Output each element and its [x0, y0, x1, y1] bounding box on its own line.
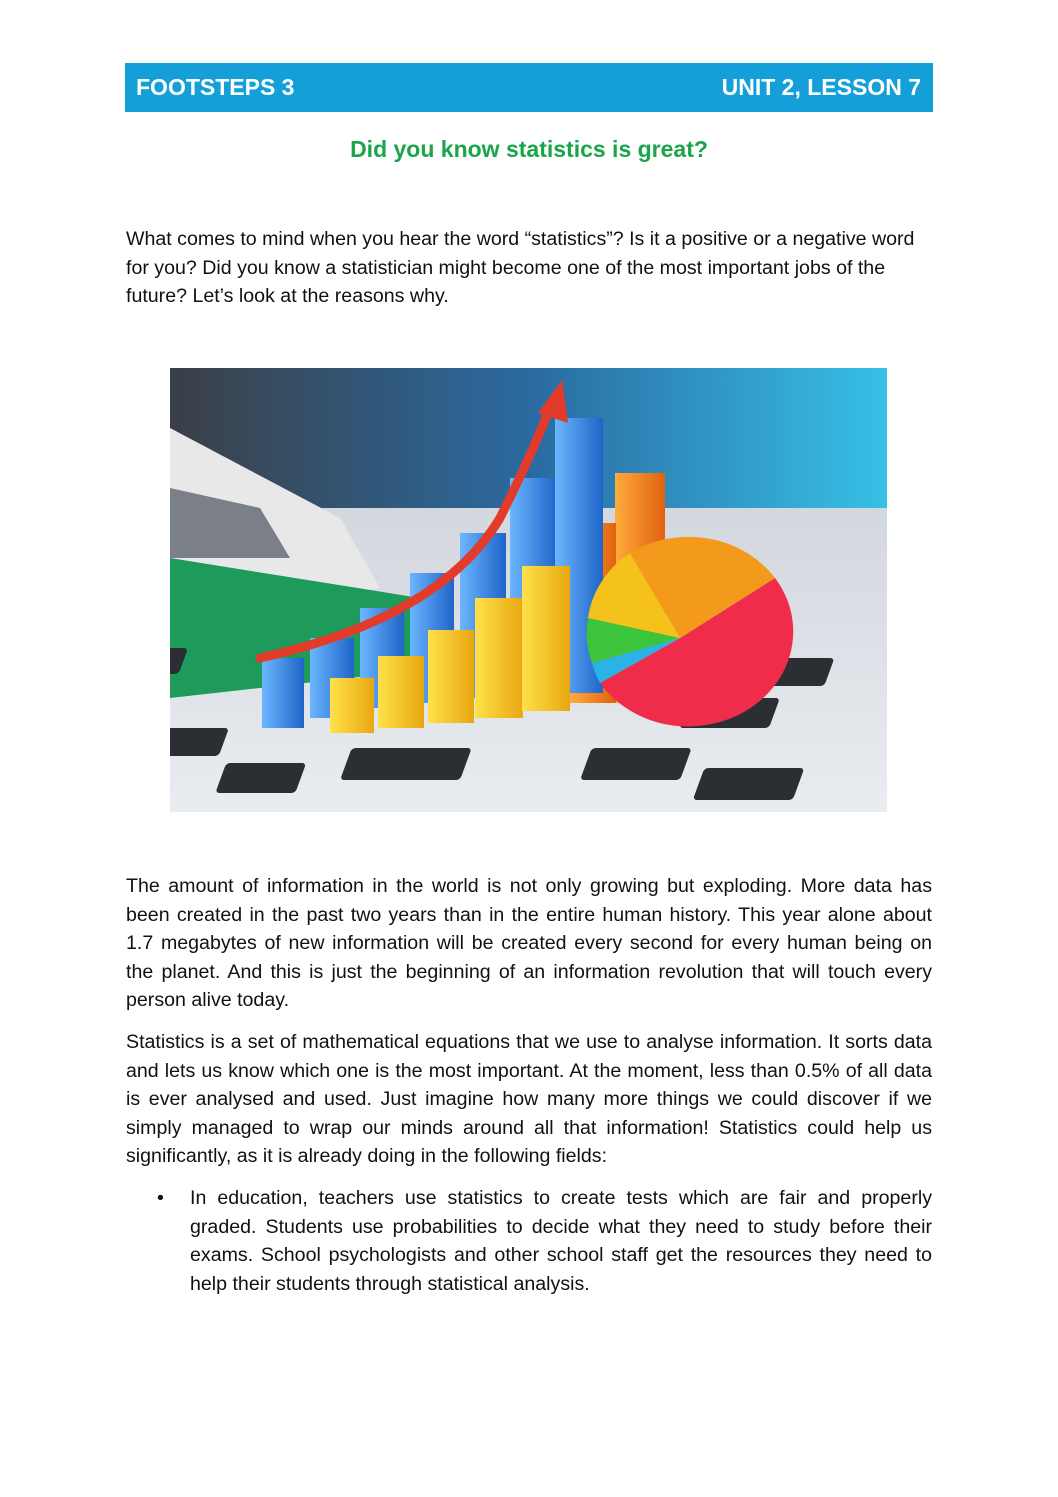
page-title: Did you know statistics is great? [350, 136, 708, 162]
list-item-text: In education, teachers use statistics to create tests which are fair and properly graded. Students use probabilities to decide what they need to study before their exams. School psychologists and other school staff get the resources they need to help their students through statistical analysis. [190, 1187, 932, 1295]
intro-paragraph: What comes to mind when you hear the word “statistics”? Is it a positive or a negative word for you? Did you know a statistician might become one of the most important jobs of the future? Let’s look at the reasons why. [126, 228, 915, 308]
paragraph-information: The amount of information in the world is not only growing but exploding. More data has been created in the past two years than in the entire human history. This year alone about 1.7 megabytes of new information will be created every second for every human being on the planet. And this is just the beginning of an information revolution that will touch every person alive today. [126, 875, 932, 1012]
bar-chart-pie-on-keyboard-icon [170, 368, 887, 812]
header-unit-lesson: UNIT 2, LESSON 7 [721, 74, 921, 100]
statistics-illustration [170, 368, 887, 812]
fields-list [126, 1184, 932, 1298]
header-bar [125, 63, 933, 112]
list-item [126, 1184, 932, 1298]
bullet-icon: • [157, 1187, 164, 1209]
header-course: FOOTSTEPS 3 [136, 74, 295, 100]
paragraph-statistics: Statistics is a set of mathematical equations that we use to analyse information. It sorts data and lets us know which one is the most important. At the moment, less than 0.5% of all data is ever analysed and used. Just imagine how many more things we could discover if we simply managed to wrap our minds around all that information! Statistics could help us significantly, as it is already doing in the following fields: [126, 1031, 932, 1168]
